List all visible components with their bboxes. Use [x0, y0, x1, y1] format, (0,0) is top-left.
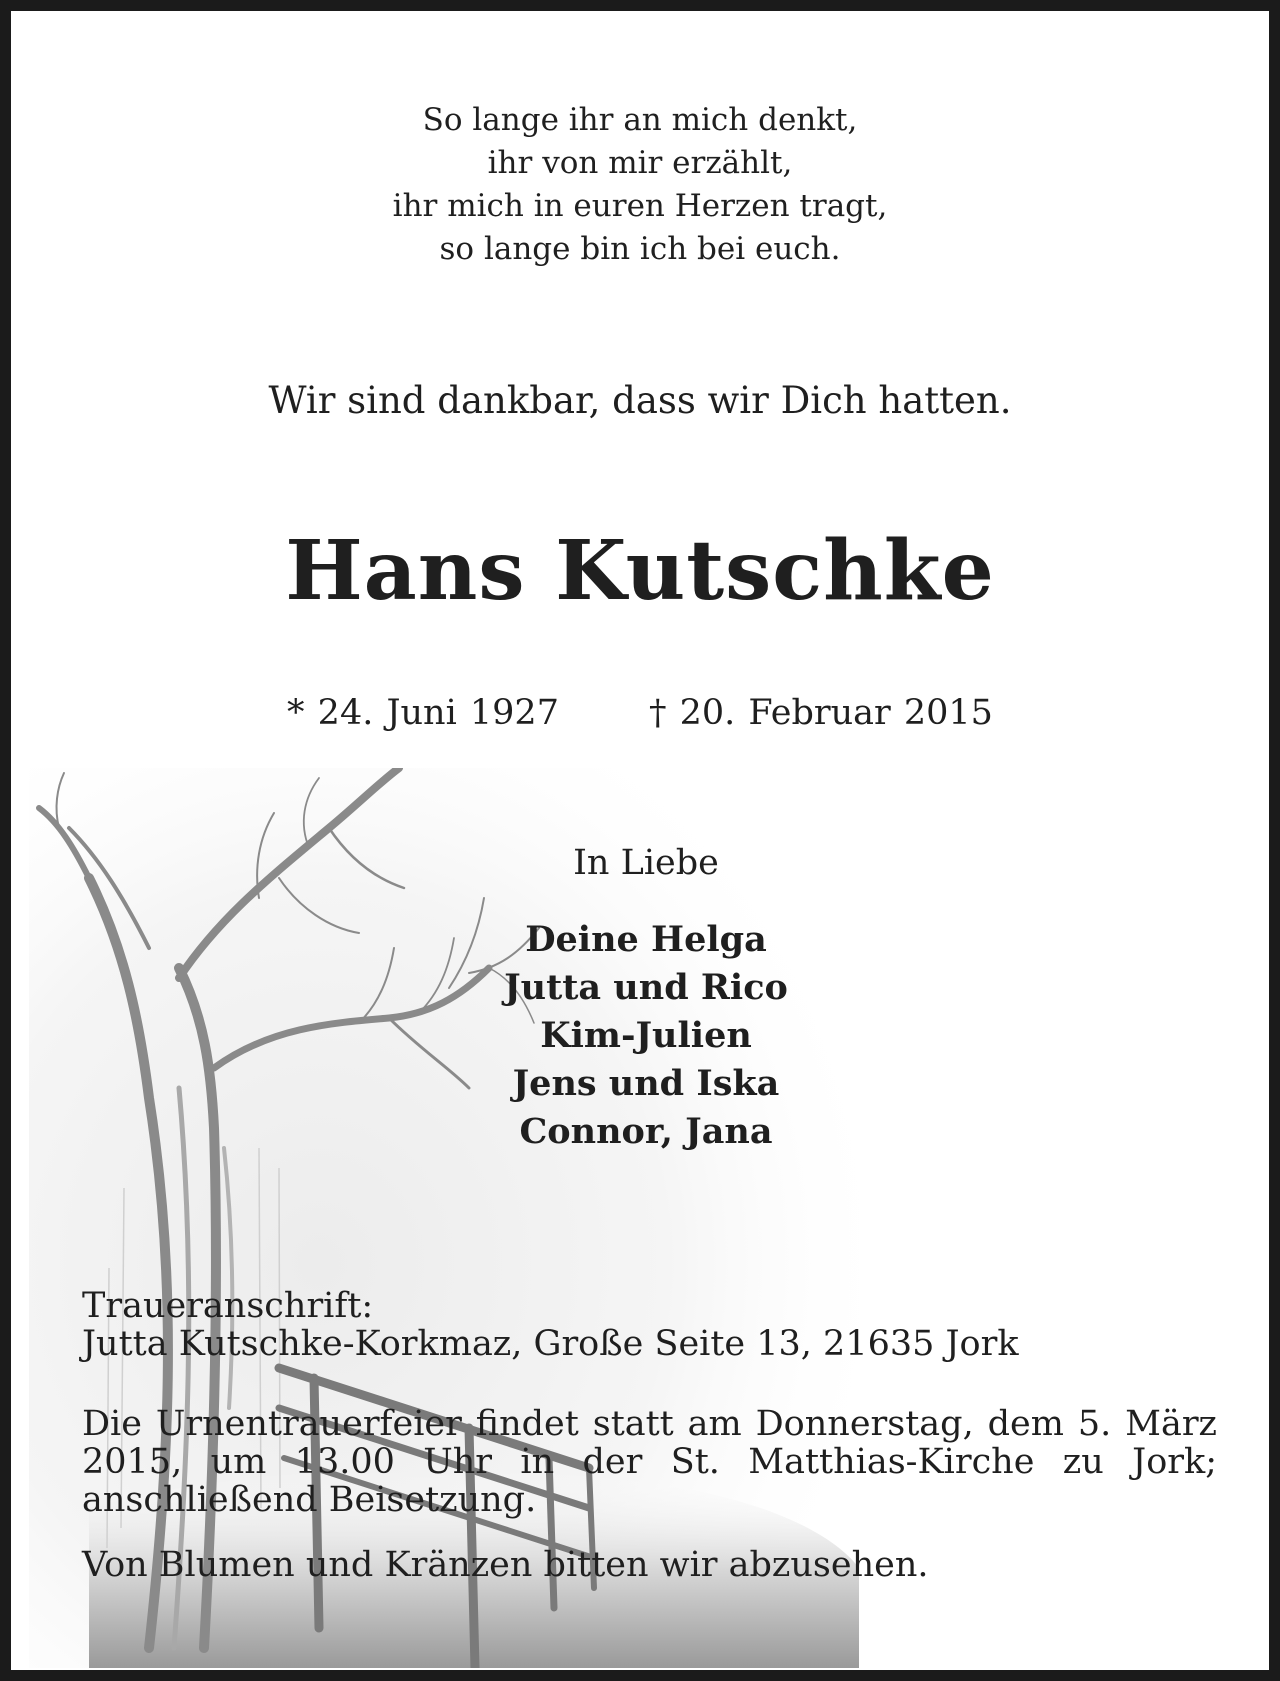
family-member: Jens und Iska: [512, 1063, 780, 1104]
poem-line: So lange ihr an mich denkt,: [422, 102, 858, 138]
poem-line: ihr von mir erzählt,: [487, 145, 793, 181]
birth-date: * 24. Juni 1927: [287, 693, 559, 733]
family-member: Deine Helga: [525, 919, 767, 960]
poem-line: ihr mich in euren Herzen tragt,: [392, 188, 888, 224]
gratitude-line: Wir sind dankbar, dass wir Dich hatten.: [268, 379, 1012, 422]
mourning-address-label: Traueranschrift:: [82, 1286, 374, 1326]
mourning-address: [82, 1287, 1217, 1363]
deceased-name: Hans Kutschke: [285, 523, 995, 619]
funeral-service-info: Die Urnentrauerfeier findet statt am Donnerstag, dem 5. März 2015, um 13.00 Uhr in der St. Matthias-Kirche zu Jork; anschließend Beisetzung.: [82, 1404, 1217, 1520]
life-dates: [11, 691, 1269, 735]
flowers-note: Von Blumen und Kränzen bitten wir abzusehen.: [82, 1545, 929, 1585]
death-date: † 20. Februar 2015: [648, 693, 993, 733]
mourning-address-text: Jutta Kutschke-Korkmaz, Große Seite 13, 21635 Jork: [82, 1324, 1019, 1364]
memorial-poem: [11, 99, 1269, 271]
family-member: Jutta und Rico: [504, 967, 788, 1008]
family-list: [11, 916, 1280, 1156]
in-love-heading: In Liebe: [573, 843, 719, 883]
tree-and-bench-illustration: [29, 768, 859, 1668]
family-member: Kim-Julien: [540, 1015, 752, 1056]
family-member: Connor, Jana: [519, 1111, 773, 1152]
poem-line: so lange bin ich bei euch.: [439, 231, 841, 267]
